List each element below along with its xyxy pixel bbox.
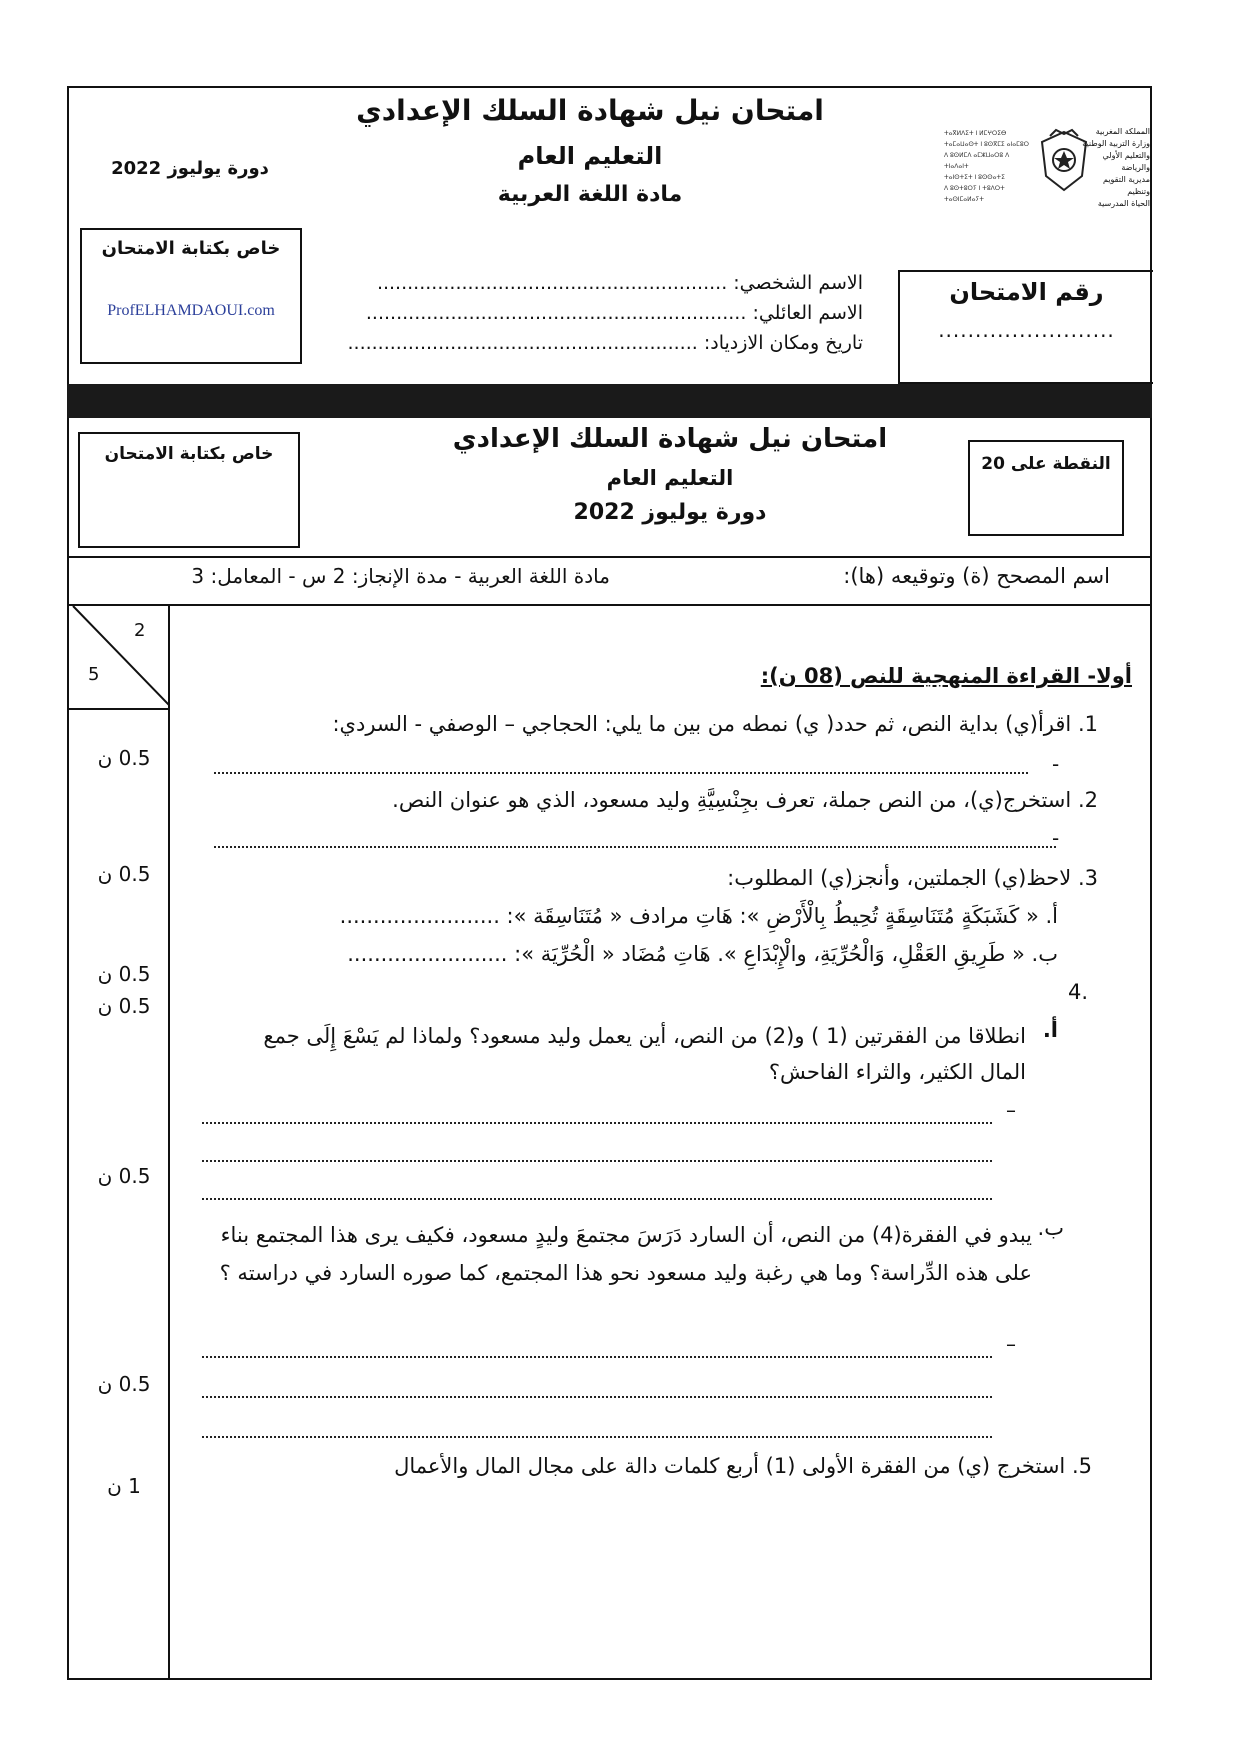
exam-track: التعليم العام (517, 142, 663, 170)
exam-session: دورة يوليوز 2022 (111, 158, 269, 179)
mark-q2: 0.5 ن (97, 862, 151, 886)
mark-q5: 1 ن (107, 1474, 141, 1498)
answer-line-q4b-2[interactable] (202, 1396, 992, 1398)
answer-line-q4a-3[interactable] (202, 1198, 992, 1200)
header-divider (67, 556, 1152, 558)
exam-title-2: امتحان نيل شهادة السلك الإعدادي (452, 424, 888, 454)
cut-band (67, 384, 1152, 418)
mark-q3b: 0.5 ن (97, 994, 151, 1018)
candidate-birth: تاريخ ومكان الازدياد: .......................................................... (347, 332, 863, 354)
secretariat-label: خاص بكتابة الامتحان (101, 238, 281, 259)
page-counter-divider (67, 708, 170, 710)
exam-number-box (898, 270, 1153, 384)
exam-title: امتحان نيل شهادة السلك الإعدادي (356, 94, 824, 127)
question-4-number: .4 (1067, 980, 1088, 1004)
first-name-field[interactable]: .......................................................... (376, 272, 728, 294)
question-4b-label: ب. (1037, 1216, 1064, 1240)
ministry-name-arabic: المملكة المغربية وزارة التربية الوطنية والتعليم الأولي والرياضة مديرية التقويم وتنظيم الحياة المدرسية (1082, 127, 1150, 208)
answer-line-q4a-2[interactable] (202, 1160, 992, 1162)
question-3b: ب. « طَرِيقِ العَقْلِ، وَالْحُرِّيَةِ، والْإِبْدَاعِ ». هَاتِ مُضَاد « الْحُرِّيَة »: ........................ (347, 942, 1058, 966)
secretariat-box-2 (78, 432, 300, 548)
mark-q4a: 0.5 ن (97, 1164, 151, 1188)
body-divider (67, 604, 1152, 606)
dash-2: - (1052, 826, 1060, 850)
dash-4a: – (1006, 1098, 1016, 1122)
question-2: 2. استخرج(ي)، من النص جملة، تعرف بجِنْسِيَّةِ وليد مسعود، الذي هو عنوان النص. (392, 788, 1098, 812)
page-counter-diagonal (67, 604, 170, 708)
page-total: 5 (88, 664, 100, 685)
page-number: 2 (134, 620, 146, 641)
secretariat-label-2: خاص بكتابة الامتحان (104, 444, 274, 464)
exam-number-label: رقم الامتحان (949, 278, 1104, 306)
candidate-first-name: الاسم الشخصي: .......................................................... (376, 272, 863, 294)
answer-line-q4b-3[interactable] (202, 1436, 992, 1438)
candidate-last-name: الاسم العائلي: ............................................................... (365, 302, 863, 324)
grade-box (968, 440, 1124, 536)
last-name-field[interactable]: ............................................................... (365, 302, 747, 324)
mark-q1: 0.5 ن (97, 746, 151, 770)
question-3: 3. لاحظ(ي) الجملتين، وأنجز(ي) المطلوب: (727, 866, 1098, 890)
answer-line-q4b-1[interactable] (202, 1356, 992, 1358)
exam-subject: مادة اللغة العربية (497, 182, 683, 207)
section-title: أولا- القراءة المنهجية للنص (08 ن): (760, 664, 1132, 688)
answer-line-q1[interactable] (214, 772, 1028, 774)
ministry-name-tifinagh: ⵜⴰⴳⵍⴷⵉⵜ ⵏ ⵍⵎⵖⵔⵉⴱ ⵜⴰⵎⴰⵡⴰⵙⵜ ⵏ ⵓⵙⴳⵎⵉ ⴰⵏⴰⵎⵓⵔ ⴷ ⵓⵙⵍⵎⴷ ⴰⵎⵣⵡⴰⵔⵓ ⴷ ⵜⵏⴰⴷⴰⵏⵜ ⵜⴰⵏⵙⵜⵉⵜ ⵏ ⵓⵙⵙⴰⵜⵉ ⴷ ⵓⵙⵜⵓⵔⵢ ⵏ ⵜⵓⴷⵔⵜ ⵜⴰⵙⵏⵎⴰⵍⴰⵢⵜ (944, 130, 1030, 203)
birth-field[interactable]: .......................................................... (347, 332, 698, 354)
question-4b: يبدو في الفقرة(4) من النص، أن السارد دَرَسَ مجتمعَ وليدٍ مسعود، فكيف يرى هذا المجتمع بناء على هذه الدِّراسة؟ وما هي رغبة وليد مسعود نحو هذا المجتمع، كما صوره السارد في دراسته ؟ (219, 1223, 1032, 1285)
question-5: 5. استخرج (ي) من الفقرة الأولى (1) أربع كلمات دالة على مجال المال والأعمال (394, 1454, 1092, 1478)
question-4a: انطلاقا من الفقرتين (1 ) و(2) من النص، أين يعمل وليد مسعود؟ ولماذا لم يَسْعَ إِلَى جمع المال الكثير، والثراء الفاحش؟ (263, 1024, 1026, 1084)
secretariat-box (80, 228, 302, 364)
exam-number-field[interactable]: ........................ (938, 318, 1115, 342)
question-4a-label: أ. (1042, 1018, 1058, 1042)
subject-info: مادة اللغة العربية - مدة الإنجاز: 2 س - المعامل: 3 (191, 564, 610, 588)
question-1: 1. اقرأ(ي) بداية النص، ثم حدد( ي) نمطه من بين ما يلي: الحجاجي – الوصفي - السردي: (332, 712, 1098, 736)
question-3a: أ. « كَشَبَكَةٍ مُتَنَاسِقَةٍ تُحِيطُ بِالْأَرْضِ »: هَاتِ مرادف « مُتَنَاسِقَة »: ........................ (339, 904, 1058, 928)
marks-column (168, 604, 170, 1680)
website-link[interactable]: ProfELHAMDAOUI.com (107, 302, 275, 319)
corrector-label: اسم المصحح (ة) وتوقيعه (ها): (843, 564, 1110, 588)
exam-session-2: دورة يوليوز 2022 (573, 500, 767, 525)
dash-4b: – (1006, 1332, 1016, 1356)
mark-q4b: 0.5 ن (97, 1372, 151, 1396)
dash-1: - (1052, 752, 1060, 776)
mark-q3a: 0.5 ن (97, 962, 151, 986)
exam-track-2: التعليم العام (606, 466, 734, 490)
answer-line-q4a-1[interactable] (202, 1122, 992, 1124)
answer-line-q2[interactable] (214, 846, 1056, 848)
grade-label: النقطة على 20 (981, 454, 1111, 474)
